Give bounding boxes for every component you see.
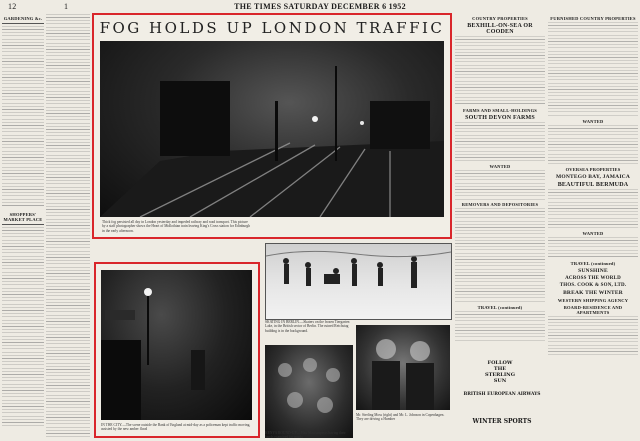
kings-cross-train-illustration: [100, 41, 444, 217]
rc1-head-2: FARMS AND SMALL-HOLDINGS: [463, 108, 537, 113]
feature-headline: FOG HOLDS UP LONDON TRAFFIC: [99, 19, 445, 37]
ad-follow-line-2: THE: [493, 366, 507, 372]
rc1-text-2: [455, 122, 545, 162]
skaters-illustration: [266, 244, 451, 319]
rc1-text-3: [455, 170, 545, 200]
kings-cross-train-photo: [100, 41, 444, 217]
rc2-text-5: [548, 316, 638, 356]
follow-sun-ad: [480, 360, 520, 384]
rc1-head-1: BEXHILL-ON-SEA OR COODEN: [467, 23, 533, 35]
rc2-head-1: WANTED: [582, 119, 604, 124]
rc1-head-4: WANTED: [489, 164, 511, 169]
rc2-head-7: BOARD-RESIDENCE AND APARTMENTS: [563, 305, 623, 315]
left-column-1-text-2: [2, 227, 44, 427]
rc2-head-0: FURNISHED COUNTRY PROPERTIES: [550, 16, 636, 21]
cook-ad: THOS. COOK & SON, LTD.: [559, 283, 627, 288]
city-photo-caption: IN THE CITY.—The scene outside the Bank of England at mid-day as a policeman kept traffic moving, assisted by the new amber flood: [101, 423, 251, 432]
bea-ad: BRITISH EUROPEAN AIRWAYS: [463, 392, 541, 397]
rc2-head-6: TRAVEL (continued): [570, 261, 616, 266]
ad-follow-line-3: STERLING: [485, 372, 515, 378]
skating-caption: SKATING IN BERLIN.—Skaters on the frozen Tiergarten Lake, in the British sector of Berlin. The ruined Reichstag building is in the background.: [265, 320, 350, 333]
kenya-group-illustration: [265, 345, 353, 438]
masthead-mark: 1: [64, 2, 69, 11]
column-divider: [2, 224, 44, 225]
sterling-moss-caption: Mr. Sterling Moss (right) and Mr. L. Johnson in Copenhagen. They are driving a Humber: [356, 413, 445, 422]
page-number: 12: [8, 2, 17, 11]
rc1-head-6: TRAVEL (continued): [477, 305, 523, 310]
winter-sports-ad: WINTER SPORTS: [472, 418, 532, 425]
rc2-head-4: BEAUTIFUL BERMUDA: [557, 182, 629, 188]
rc2-text-4: [548, 237, 638, 259]
rc1-head-0: COUNTRY PROPERTIES: [472, 16, 528, 21]
rc2-head-2: OVERSEA PROPERTIES: [565, 167, 621, 172]
left-column-2: [46, 14, 90, 438]
rc2-text-2: [548, 125, 638, 165]
city-feature-box: [94, 262, 260, 438]
western-shipping-ad: WESTERN SHIPPING AGENCY: [557, 298, 629, 303]
two-drivers-illustration: [356, 325, 450, 410]
masthead-title: THE TIMES SATURDAY DECEMBER 6 1952: [234, 2, 406, 11]
rc2-text: [548, 22, 638, 117]
rc1-text-4: [455, 208, 545, 303]
rc2-sunshine-1: SUNSHINE: [578, 268, 608, 274]
ad-follow-line-4: SUN: [493, 378, 507, 384]
rc2-head-5: WANTED: [582, 231, 604, 236]
break-winter-ad: BREAK THE WINTER: [563, 290, 623, 296]
rc1-text-5: [455, 311, 545, 341]
bank-of-england-photo: [101, 270, 252, 420]
masthead: [0, 2, 640, 12]
column-divider: [2, 23, 44, 24]
rc2-text-3: [548, 189, 638, 229]
sterling-moss-photo: [356, 325, 450, 410]
rc2-sunshine-2: ACROSS THE WORLD: [565, 276, 621, 281]
rc1-head-3: SOUTH DEVON FARMS: [465, 115, 535, 121]
right-column-2: [548, 14, 638, 438]
left-heading-gardening: GARDENING &c.: [3, 16, 43, 21]
bank-of-england-illustration: [101, 270, 252, 420]
left-column-1-text: [2, 26, 44, 206]
berlin-skating-photo: [265, 243, 452, 320]
rc2-head-3: MONTEGO BAY, JAMAICA: [555, 174, 631, 180]
ad-follow-line-1: FOLLOW: [487, 360, 513, 366]
kenya-round-up-photo: [265, 345, 353, 438]
kenya-caption: KENYA ROUND-UP.—Mau Mau suspects having their hands examined for marks: [265, 431, 346, 440]
left-heading-shoppers: SHOPPERS' MARKET PLACE: [3, 212, 43, 222]
rc1-text: [455, 36, 545, 106]
left-column-1: [2, 14, 44, 438]
rc1-head-5: REMOVERS AND DEPOSITORIES: [461, 202, 539, 207]
main-photo-caption: Thick fog persisted all day in London yesterday and impeded railway and road transport. This picture by a staff photographer shows the Heart of Midlothian train leaving King's Cross station for Edinburgh in the early afternoon.: [102, 220, 250, 233]
fog-feature-box: [92, 13, 452, 239]
